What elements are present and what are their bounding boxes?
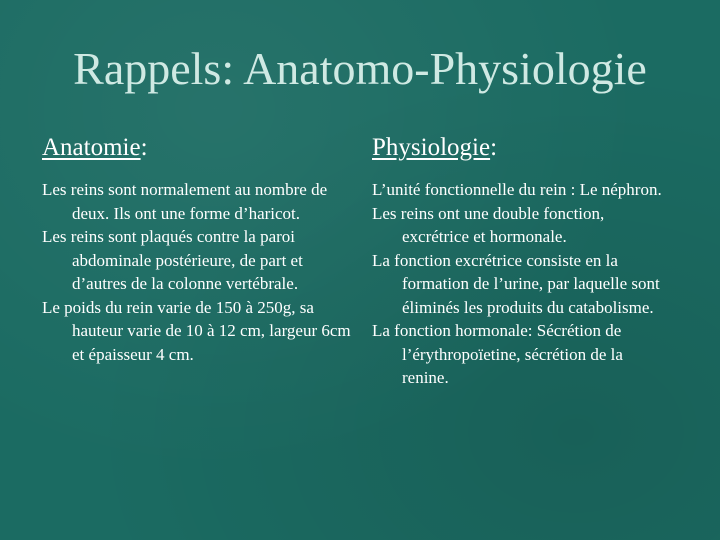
physiology-heading [372,132,672,164]
slide-title: Rappels: Anatomo-Physiologie [73,43,647,94]
physiology-heading-colon: : [490,134,498,161]
physiology-paragraph: La fonction excrétrice consiste en la formation de l’urine, par laquelle sont éliminés les produits du catabolisme. [372,250,660,317]
anatomy-heading-colon: : [140,134,148,161]
physiology-paragraph: La fonction hormonale: Sécrétion de l’érythropoïetine, sécrétion de la renine. [372,321,623,387]
anatomy-paragraph: Les reins sont normalement au nombre de deux. Ils ont une forme d’haricot. [42,180,328,223]
anatomy-heading [42,132,354,164]
physiology-paragraph: L’unité fonctionnelle du rein : Le néphron. [372,180,662,199]
physiology-column [372,132,672,390]
anatomy-heading-text: Anatomie [42,134,141,161]
physiology-heading-text: Physiologie [372,134,491,161]
physiology-paragraph: Les reins ont une double fonction, excrétrice et hormonale. [372,203,605,246]
anatomy-paragraph: Le poids du rein varie de 150 à 250g, sa hauteur varie de 10 à 12 cm, largeur 6cm et épaisseur 4 cm. [42,297,351,364]
anatomy-column [42,132,354,366]
anatomy-paragraph: Les reins sont plaqués contre la paroi abdominale postérieure, de part et d’autres de la colonne vertébrale. [42,227,303,293]
